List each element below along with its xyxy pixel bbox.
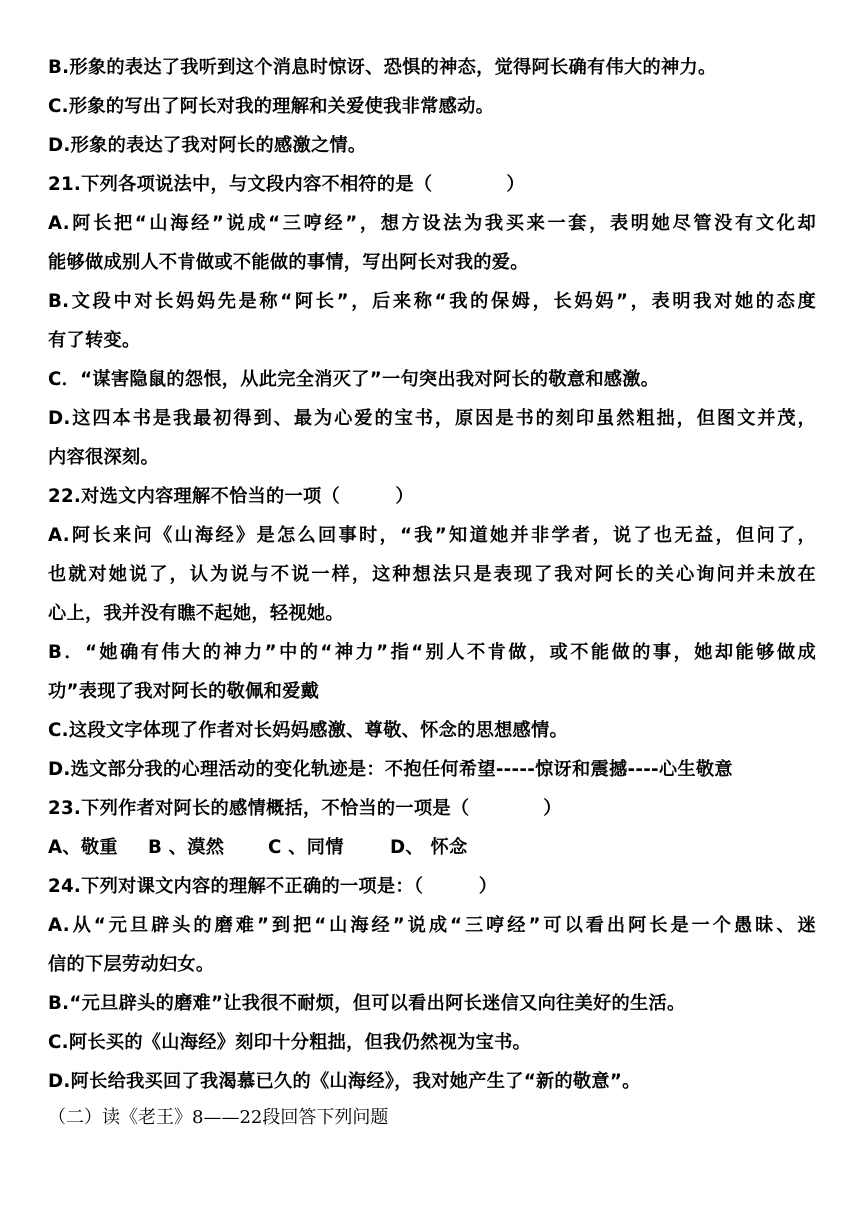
document-page xyxy=(48,48,816,1135)
q22-option-b-line2: 功”表现了我对阿长的敬佩和爱戴 xyxy=(48,681,320,702)
q22-stem: 22.对选文内容理解不恰当的一项（ ） xyxy=(48,486,414,507)
section-heading: （二）读《老王》8——22段回答下列问题 xyxy=(48,1107,389,1128)
q24-option-d: D.阿长给我买回了我渴慕已久的《山海经》，我对她产生了“新的敬意”。 xyxy=(48,1071,641,1092)
q23-option-b: B 、漠然 xyxy=(148,837,225,858)
q24-option-a-line1: A.从“元旦辟头的磨难”到把“山海经”说成“三哼经”可以看出阿长是一个愚昧、迷 xyxy=(48,915,816,936)
q21-option-a-line1: A.阿长把“山海经”说成“三哼经”，想方设法为我买来一套，表明她尽管没有文化却 xyxy=(48,213,816,234)
q21-stem: 21.下列各项说法中，与文段内容不相符的是（ ） xyxy=(48,174,525,195)
q21-option-a-line2: 能够做成别人不肯做或不能做的事情，写出阿长对我的爱。 xyxy=(48,252,529,273)
q21-option-d-line2: 内容很深刻。 xyxy=(48,447,159,468)
q21-option-c: C．“谋害隐鼠的怨恨，从此完全消灭了”一句突出我对阿长的敬意和感激。 xyxy=(48,369,660,390)
q22-option-a-line1: A.阿长来问《山海经》是怎么回事时，“我”知道她并非学者，说了也无益，但问了， xyxy=(48,525,816,546)
q22-option-b-line1: B．“她确有伟大的神力”中的“神力”指“别人不肯做，或不能做的事，她却能够做成 xyxy=(48,642,816,663)
q23-option-a: A、敬重 xyxy=(48,837,118,858)
q22-option-a-line2: 也就对她说了，认为说与不说一样，这种想法只是表现了我对阿长的关心询问并未放在 xyxy=(48,564,816,585)
q20-option-d: D.形象的表达了我对阿长的感激之情。 xyxy=(48,135,367,156)
q24-option-c: C.阿长买的《山海经》刻印十分粗拙，但我仍然视为宝书。 xyxy=(48,1032,532,1053)
q20-option-b: B.形象的表达了我听到这个消息时惊讶、恐惧的神态，觉得阿长确有伟大的神力。 xyxy=(48,57,717,78)
q24-option-b: B.“元旦辟头的磨难”让我很不耐烦，但可以看出阿长迷信又向往美好的生活。 xyxy=(48,993,686,1014)
q21-option-d-line1: D.这四本书是我最初得到、最为心爱的宝书，原因是书的刻印虽然粗拙，但图文并茂， xyxy=(48,408,816,429)
q23-option-c: C 、同情 xyxy=(268,837,344,858)
q24-stem: 24.下列对课文内容的理解不正确的一项是：（ ） xyxy=(48,876,498,897)
q23-options xyxy=(48,828,816,867)
q21-option-b-line1: B.文段中对长妈妈先是称“阿长”，后来称“我的保姆，长妈妈”，表明我对她的态度 xyxy=(48,291,816,312)
q23-stem: 23.下列作者对阿长的感情概括，不恰当的一项是（ ） xyxy=(48,798,562,819)
q22-option-c: C.这段文字体现了作者对长妈妈感激、尊敬、怀念的思想感情。 xyxy=(48,720,569,741)
q22-option-d: D.选文部分我的心理活动的变化轨迹是：不抱任何希望-----惊讶和震撼----心生敬意 xyxy=(48,759,733,780)
q20-option-c: C.形象的写出了阿长对我的理解和关爱使我非常感动。 xyxy=(48,96,495,117)
q24-option-a-line2: 信的下层劳动妇女。 xyxy=(48,954,215,975)
q22-option-a-line3: 心上，我并没有瞧不起她，轻视她。 xyxy=(48,603,344,624)
q23-option-d: D、 怀念 xyxy=(390,837,468,858)
q21-option-b-line2: 有了转变。 xyxy=(48,330,141,351)
